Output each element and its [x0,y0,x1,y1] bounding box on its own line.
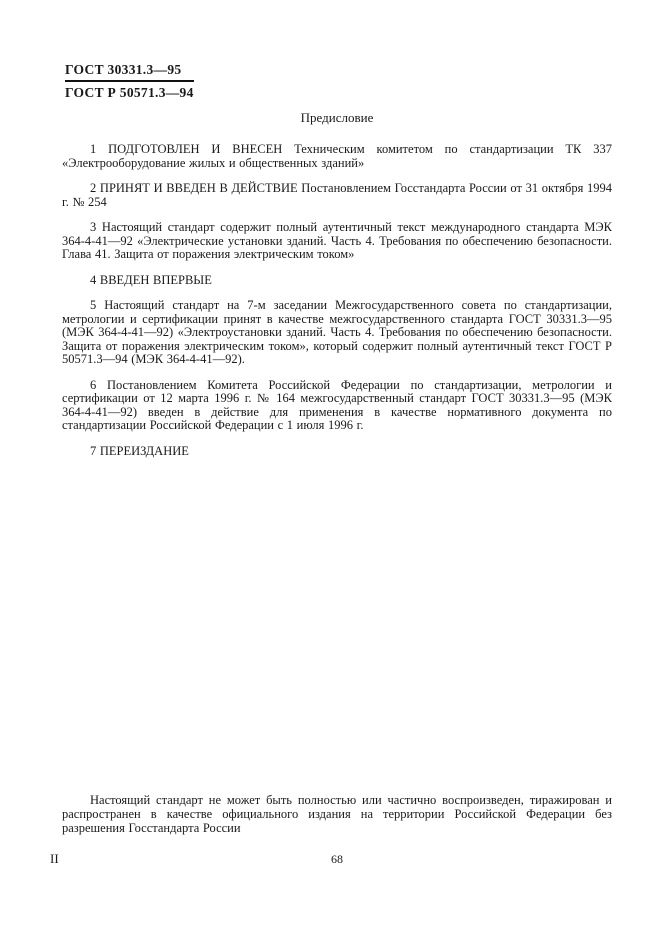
copyright-notice: Настоящий стандарт не может быть полностью или частично воспроизведен, тиражирован и распространен в качестве официального издания на территории Российской Федерации без разрешения Госстандарта России [62,793,612,835]
page-number-arabic: 68 [331,852,343,866]
page-number-roman: II [50,851,59,866]
preface-item-4: 4 ВВЕДЕН ВПЕРВЫЕ [90,272,212,287]
preface-item-6: 6 Постановлением Комитета Российской Федерации по стандартизации, метрологии и сертификации от 12 марта 1996 г. № 164 межгосударственный стандарт ГОСТ 30331.3—95 (МЭК 364-4-41—92) введен в действие для применения в качестве нормативного документа по стандартизации Российской Федерации с 1 июля 1996 г. [62,377,612,432]
preface-section [62,110,612,470]
standard-designation-block [65,62,194,100]
preface-item-5: 5 Настоящий стандарт на 7-м заседании Межгосударственного совета по стандартизации, метрологии и сертификации принят в качестве межгосударственного стандарта ГОСТ 30331.3—95 (МЭК 364-4-41—92) «Электроустановки зданий. Часть 4. Требования по обеспечению безопасности. Защита от поражения электрическим током», который содержит полный аутентичный текст ГОСТ Р 50571.3—94 (МЭК 364-4-41—92). [62,298,612,366]
preface-item-3: 3 Настоящий стандарт содержит полный аутентичный текст международного стандарта МЭК 364-4-41—92 «Электрические установки зданий. Часть 4. Требования по обеспечению безопасности. Глава 41. Защита от поражения электрическим током» [62,220,612,261]
standard-designation-secondary: ГОСТ Р 50571.3—94 [65,85,194,100]
preface-item-1: 1 ПОДГОТОВЛЕН И ВНЕСЕН Техническим комитетом по стандартизации ТК 337 «Электрооборудование жилых и общественных зданий» [62,142,612,170]
standard-designation-primary: ГОСТ 30331.3—95 [65,62,194,82]
section-title: Предисловие [300,110,374,125]
preface-item-7: 7 ПЕРЕИЗДАНИЕ [90,443,189,458]
preface-item-2: 2 ПРИНЯТ И ВВЕДЕН В ДЕЙСТВИЕ Постановлением Госстандарта России от 31 октября 1994 г. № 254 [62,181,612,209]
